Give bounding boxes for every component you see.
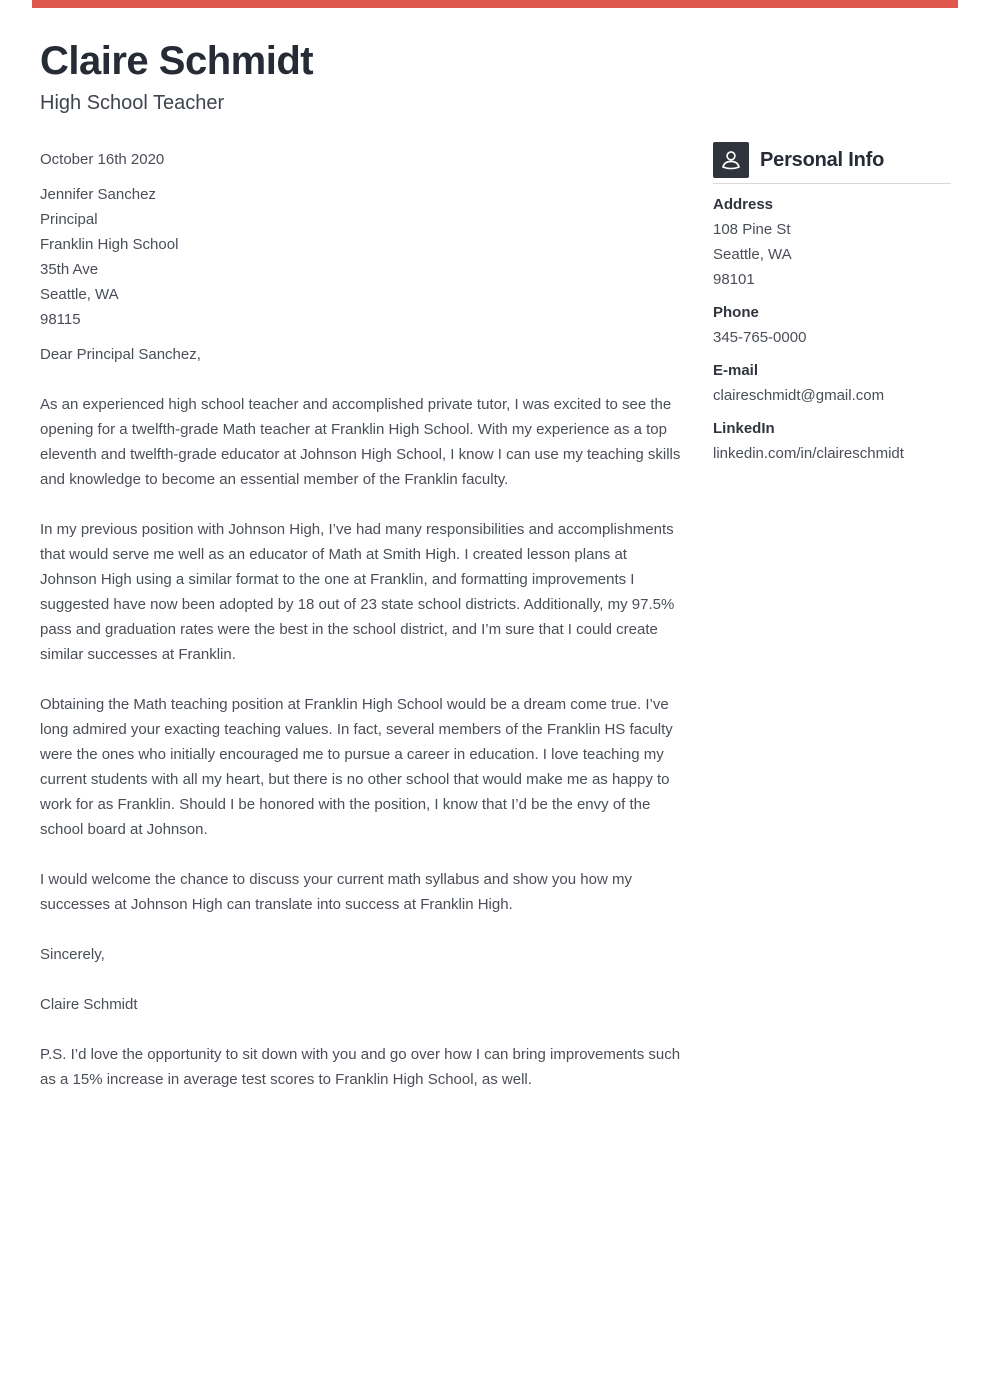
address-line: Seattle, WA [713,246,792,263]
linkedin-value: linkedin.com/in/claireschmidt [713,445,904,462]
recipient-role: Principal [40,211,98,228]
salutation: Dear Principal Sanchez, [40,346,201,363]
personal-info-header [713,142,951,184]
recipient-city: Seattle, WA [40,286,119,303]
letter-body [40,147,682,1092]
phone-value: 345-765-0000 [713,329,807,346]
letter-date: October 16th 2020 [40,151,165,168]
phone-label: Phone [713,304,759,321]
recipient-company: Franklin High School [40,236,179,253]
closing: Sincerely, [40,946,105,963]
letter-column [40,38,682,1092]
linkedin-label: LinkedIn [713,420,775,437]
recipient-block [40,182,682,332]
email-label: E-mail [713,362,759,379]
letter-paragraph-2: In my previous position with Johnson High, I’ve had many responsibilities and accomplishments that would serve me well as an educator of Math at Smith High. I created lesson plans at Johnson High using a similar format to the one at Franklin, and formatting improvements I suggested have now been adopted by 18 out of 23 state school districts. Additionally, my 97.5% pass and graduation rates were the best in the school district, and I’m sure that I could create similar successes at Franklin. [40,521,675,663]
address-line: 108 Pine St [713,221,791,238]
section-linkedin [713,416,951,466]
address-label: Address [713,196,774,213]
recipient-name: Jennifer Sanchez [40,186,156,203]
job-title: High School Teacher [40,92,225,114]
letter-paragraph-4: I would welcome the chance to discuss your current math syllabus and show you how my successes at Johnson High can translate into success at Franklin High. [40,871,632,913]
personal-info-title: Personal Info [760,148,885,171]
candidate-name: Claire Schmidt [40,39,314,83]
address-line: 98101 [713,271,755,288]
letter-paragraph-1: As an experienced high school teacher and accomplished private tutor, I was excited to see the opening for a twelfth-grade Math teacher at Franklin High School. With my experience as a top eleventh and twelfth-grade educator at Johnson High School, I know I can use my teaching skills and knowledge to become an essential member of the Franklin faculty. [40,396,681,488]
accent-top-bar [32,0,958,8]
personal-info-panel [713,142,951,466]
email-value: claireschmidt@gmail.com [713,387,885,404]
signature: Claire Schmidt [40,996,138,1013]
section-address [713,192,951,292]
person-icon [713,142,749,178]
letter-paragraph-3: Obtaining the Math teaching position at Franklin High School would be a dream come true. I’ve long admired your exacting teaching values. In fact, several members of the Franklin HS faculty were the ones who initially encouraged me to pursue a career in education. I love teaching my current students with all my heart, but there is no other school that would make me as happy to work for as Franklin. Should I be honored with the position, I know that I’d be the envy of the school board at Johnson. [40,696,673,838]
section-email [713,358,951,408]
section-phone [713,300,951,350]
recipient-zip: 98115 [40,311,81,328]
postscript: P.S. I’d love the opportunity to sit down with you and go over how I can bring improvements such as a 15% increase in average test scores to Franklin High School, as well. [40,1046,681,1088]
recipient-street: 35th Ave [40,261,99,278]
